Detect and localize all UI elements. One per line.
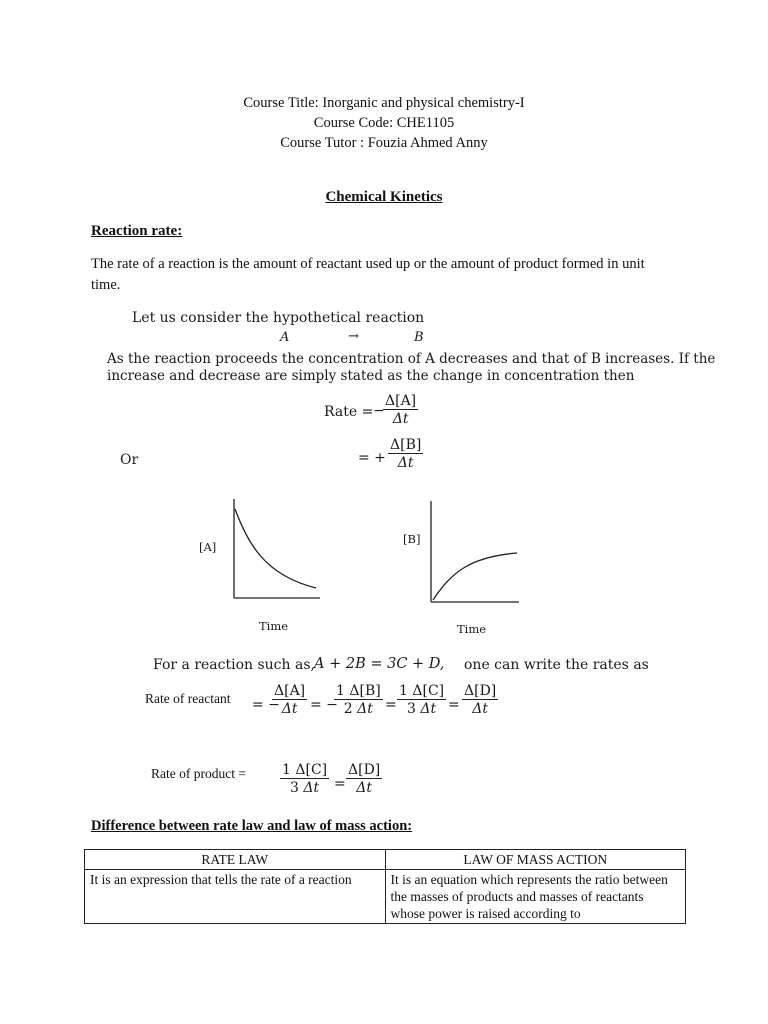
delta-t: Δt <box>392 411 409 427</box>
reactant-fraction-a <box>272 683 307 718</box>
for-reaction-text: For a reaction such as, <box>153 657 315 673</box>
delta-t: Δt <box>397 455 414 471</box>
or-label: Or <box>120 452 139 468</box>
reactant-a: A <box>280 330 290 345</box>
section-title: Chemical Kinetics <box>325 189 443 205</box>
one-can-write-text: one can write the rates as <box>464 657 649 673</box>
decay-curve <box>235 509 316 588</box>
definition-line-2: time. <box>91 277 121 293</box>
delta-t: Δt <box>356 780 372 796</box>
delta-t: Δt <box>303 780 320 796</box>
graph-b-label: [B] <box>403 532 421 546</box>
course-code: Course Code: CHE1105 <box>313 115 455 131</box>
coeff-one-third: 1 <box>399 683 408 699</box>
coeff-three: 3 <box>407 701 416 717</box>
definition-line-1: The rate of a reaction is the amount of reactant used up or the amount of product formed in unit <box>91 256 645 272</box>
growth-curve <box>433 553 517 600</box>
table-header-row <box>85 850 686 870</box>
delta-t: Δt <box>281 701 298 717</box>
delta-t: Δt <box>420 701 437 717</box>
graph-a-time-label: Time <box>259 619 289 633</box>
reactant-eq-3: = <box>385 697 397 713</box>
graph-b-time-label: Time <box>457 622 487 636</box>
product-eq: = <box>334 776 346 792</box>
reactant-eq-1: = − <box>252 697 280 713</box>
delta-t: Δt <box>357 701 373 717</box>
mass-action-cell: It is an equation which represents the ratio between the masses of products and masses of reactants whose power is raised according to <box>385 870 686 924</box>
mass-action-header: LAW OF MASS ACTION <box>385 850 686 870</box>
rate-of-reactant-label: Rate of reactant <box>145 691 231 706</box>
reaction-rate-heading: Reaction rate: <box>91 223 183 239</box>
delta-a: Δ[A] <box>274 683 306 699</box>
rate-of-product-label: Rate of product = <box>151 766 246 781</box>
delta-t: Δt <box>472 701 488 717</box>
table-row <box>85 870 686 924</box>
reactant-fraction-d <box>462 683 498 718</box>
difference-heading: Difference between rate law and law of mass action: <box>91 818 413 834</box>
product-fraction-c <box>280 762 329 797</box>
product-fraction-d <box>346 762 382 797</box>
graph-a-label: [A] <box>199 540 217 554</box>
coeff-two: 2 <box>343 701 353 717</box>
reaction-arrow: → <box>348 329 359 344</box>
product-b: B <box>414 330 424 345</box>
comparison-table <box>84 849 686 924</box>
proceeds-line-2: increase and decrease are simply stated as the change in concentration then <box>107 368 635 384</box>
rate-label: Rate = <box>324 404 374 420</box>
rate-minus: − <box>373 403 385 419</box>
rate-plus: = + <box>358 450 386 466</box>
delta-b: Δ[B] <box>349 683 381 699</box>
proceeds-line-1: As the reaction proceeds the concentration of A decreases and that of B increases. If the <box>107 351 716 367</box>
concentration-b-graph <box>423 495 523 607</box>
rate-fraction-a <box>383 393 418 428</box>
course-tutor: Course Tutor : Fouzia Ahmed Anny <box>280 135 488 151</box>
rate-fraction-b <box>388 437 423 472</box>
delta-c: Δ[C] <box>295 762 328 778</box>
delta-d: Δ[D] <box>348 762 381 778</box>
reactant-fraction-c <box>397 683 446 718</box>
reaction-equation: A + 2B = 3C + D, <box>314 656 445 672</box>
rate-law-cell: It is an expression that tells the rate of a reaction <box>85 870 386 924</box>
coeff-three: 3 <box>290 780 299 796</box>
delta-a: Δ[A] <box>385 393 417 409</box>
delta-c: Δ[C] <box>412 683 445 699</box>
reactant-eq-4: = <box>448 697 460 713</box>
reactant-fraction-b <box>334 683 383 718</box>
concentration-a-graph <box>226 495 322 605</box>
coeff-one-half: 1 <box>336 683 345 699</box>
delta-b: Δ[B] <box>390 437 422 453</box>
coeff-one-third: 1 <box>282 762 291 778</box>
course-title: Course Title: Inorganic and physical chemistry-I <box>243 95 525 111</box>
reactant-eq-2: = − <box>310 697 338 713</box>
delta-d: Δ[D] <box>464 683 497 699</box>
rate-law-header: RATE LAW <box>85 850 386 870</box>
consider-text: Let us consider the hypothetical reaction <box>132 310 425 326</box>
